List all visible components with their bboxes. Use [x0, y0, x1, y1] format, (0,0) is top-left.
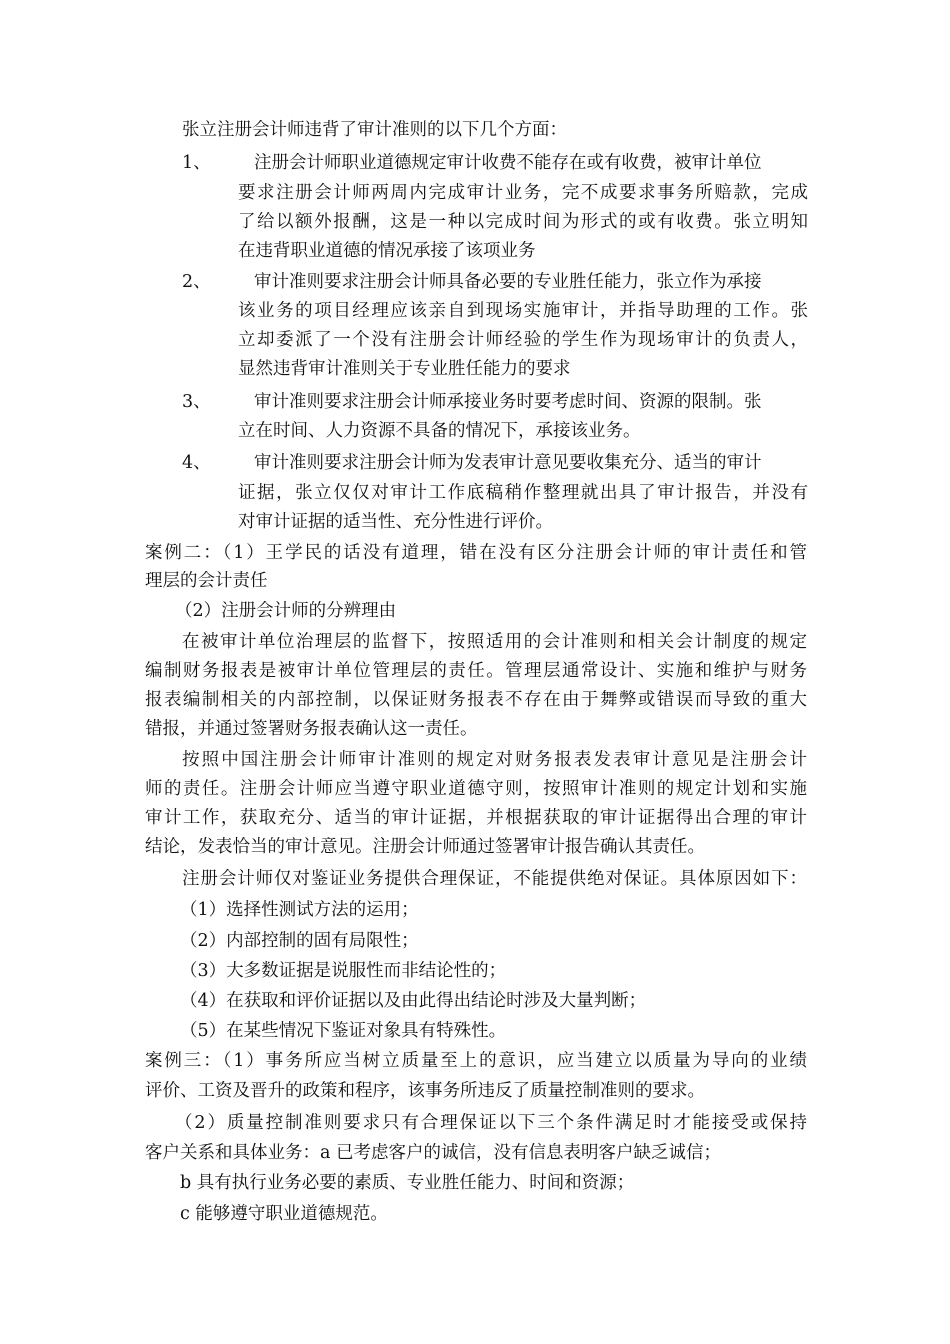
intro-line: 张立注册会计师违背了审计准则的以下几个方面：: [182, 120, 567, 140]
item-1-number: 1、: [182, 153, 211, 173]
case3-para2-line-2: 客户关系和具体业务：a 已考虑客户的诚信，没有信息表明客户缺乏诚信；: [145, 1143, 721, 1163]
case3-item-c: c 能够遵守职业道德规范。: [180, 1204, 388, 1224]
item-2-line-1: 审计准则要求注册会计师具备必要的专业胜任能力，张立作为承接: [254, 272, 762, 292]
item-4-line-2: 证据，张立仅仅对审计工作底稿稍作整理就出具了审计报告，并没有: [238, 483, 808, 503]
item-3-line-2: 立在时间、人力资源不具备的情况下，承接该业务。: [238, 421, 641, 441]
item-1-line-2: 要求注册会计师两周内完成审计业务，完不成要求事务所赔款，完成: [238, 183, 808, 203]
case2-line-2: 理层的会计责任: [145, 571, 268, 591]
item-2-line-4: 显然违背审计准则关于专业胜任能力的要求: [238, 359, 571, 379]
case2-para2-line-1: 按照中国注册会计师审计准则的规定对财务报表发表审计意见是注册会计: [182, 750, 807, 770]
item-3-line-1: 审计准则要求注册会计师承接业务时要考虑时间、资源的限制。张: [254, 392, 762, 412]
case2-reason-2: （2）内部控制的固有局限性；: [180, 931, 419, 951]
case2-para2-line-2: 师的责任。注册会计师应当遵守职业道德守则，按照审计准则的规定计划和实施: [145, 779, 807, 799]
case2-line-1: 案例二：（1）王学民的话没有道理，错在没有区分注册会计师的审计责任和管: [145, 543, 807, 563]
case3-line-1: 案例三：（1）事务所应当树立质量至上的意识，应当建立以质量为导向的业绩: [145, 1051, 807, 1071]
case2-sub-heading: （2）注册会计师的分辨理由: [175, 601, 397, 621]
case2-para1-line-3: 报表编制相关的内部控制，以保证财务报表不存在由于舞弊或错误而导致的重大: [145, 690, 807, 710]
item-4-line-3: 对审计证据的适当性、充分性进行评价。: [238, 512, 553, 532]
case3-para2-line-1: （2）质量控制准则要求只有合理保证以下三个条件满足时才能接受或保持: [175, 1113, 807, 1133]
case2-reason-3: （3）大多数证据是说服性而非结论性的；: [180, 961, 507, 981]
item-3-number: 3、: [182, 392, 211, 412]
item-1-line-4: 在违背职业道德的情况承接了该项业务: [238, 241, 536, 261]
item-2-line-3: 立却委派了一个没有注册会计师经验的学生作为现场审计的负责人，: [238, 330, 808, 350]
case2-para1-line-4: 错报，并通过签署财务报表确认这一责任。: [145, 719, 478, 739]
item-4-line-1: 审计准则要求注册会计师为发表审计意见要收集充分、适当的审计: [254, 453, 762, 473]
case3-item-b: b 具有执行业务必要的素质、专业胜任能力、时间和资源；: [180, 1173, 635, 1193]
case2-para1-line-2: 编制财务报表是被审计单位管理层的责任。管理层通常设计、实施和维护与财务: [145, 661, 807, 681]
case2-reason-4: （4）在获取和评价证据以及由此得出结论时涉及大量判断；: [180, 991, 647, 1011]
item-2-number: 2、: [182, 272, 211, 292]
case3-line-2: 评价、工资及晋升的政策和程序，该事务所违反了质量控制准则的要求。: [145, 1081, 705, 1101]
case2-para3: 注册会计师仅对鉴证业务提供合理保证，不能提供绝对保证。具体原因如下：: [182, 869, 807, 889]
case2-para2-line-4: 结论，发表恰当的审计意见。注册会计师通过签署审计报告确认其责任。: [145, 837, 705, 857]
item-2-line-2: 该业务的项目经理应该亲自到现场实施审计，并指导助理的工作。张: [238, 301, 808, 321]
item-1-line-3: 了给以额外报酬，这是一种以完成时间为形式的或有收费。张立明知: [238, 212, 808, 232]
item-1-line-1: 注册会计师职业道德规定审计收费不能存在或有收费，被审计单位: [254, 153, 762, 173]
case2-para2-line-3: 审计工作，获取充分、适当的审计证据，并根据获取的审计证据得出合理的审计: [145, 808, 807, 828]
item-4-number: 4、: [182, 453, 211, 473]
case2-reason-1: （1）选择性测试方法的运用；: [180, 900, 419, 920]
case2-para1-line-1: 在被审计单位治理层的监督下，按照适用的会计准则和相关会计制度的规定: [182, 632, 807, 652]
case2-reason-5: （5）在某些情况下鉴证对象具有特殊性。: [180, 1021, 507, 1041]
